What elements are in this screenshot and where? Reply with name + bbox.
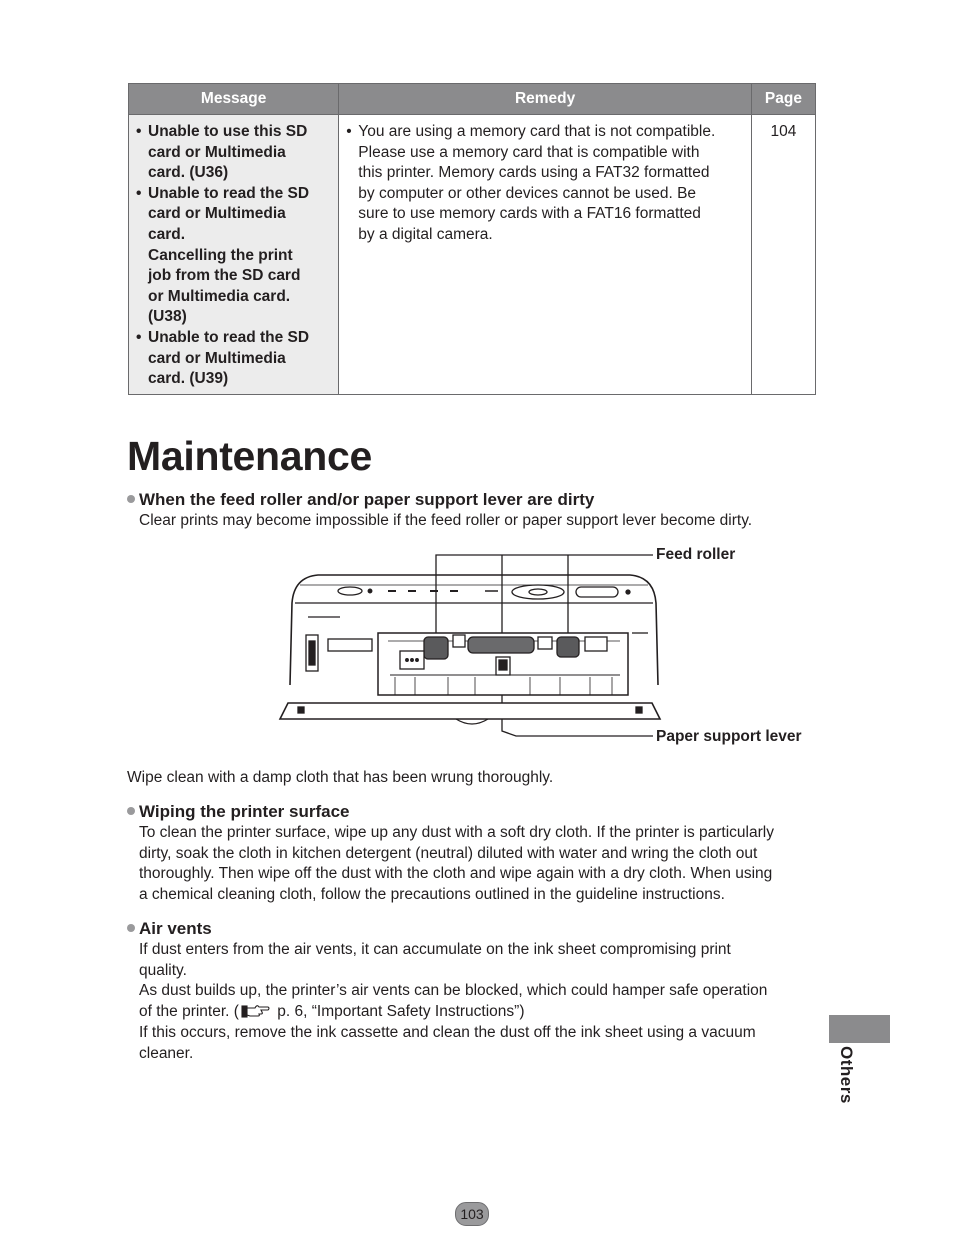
label-paper-support-lever: Paper support lever <box>656 728 802 745</box>
section-text-vents: If dust enters from the air vents, it can accumulate on the ink sheet compromising print quality. As dust builds up, the printer’s air vents can be blocked, which could hamper safe operation of the printer. ( p. 6, “Important Safety Instructions”) If this occurs, remove the ink cassette and clean the dust off the ink sheet using a vacuum cleaner. <box>139 941 768 1062</box>
feed-roller-left <box>424 637 448 659</box>
feed-roller-right <box>557 637 579 657</box>
side-tab-marker <box>829 1015 890 1043</box>
page-reference-cell: 104 <box>751 115 815 395</box>
header-remedy: Remedy <box>339 84 752 115</box>
feed-roller-center <box>468 637 534 653</box>
paper-tray <box>280 703 660 719</box>
section-heading-surface: Wiping the printer surface <box>127 802 349 822</box>
message-item-u38: • Unable to read the SD card or Multimedia card. Cancelling the print job from the SD card or Multimedia card. (U38) <box>136 184 332 328</box>
header-message: Message <box>129 84 339 115</box>
remedy-item: • You are using a memory card that is not compatible. Please use a memory card that is compatible with this printer. Memory cards using a FAT32 formatted by computer or other devices cannot be used. Be sure to use memory cards with a FAT16 formatted by a digital camera. <box>346 122 745 246</box>
table-row <box>129 115 816 395</box>
side-tab-label: Others <box>837 1046 856 1104</box>
page-number: 103 <box>455 1202 489 1226</box>
message-item-u39: • Unable to read the SD card or Multimedia card. (U39) <box>136 328 332 390</box>
bullet-dot-icon <box>127 807 135 815</box>
error-message-table <box>128 83 816 395</box>
section-heading-vents: Air vents <box>127 919 212 939</box>
section-heading-dirty: When the feed roller and/or paper support lever are dirty <box>127 490 594 510</box>
remedy-cell <box>339 115 752 395</box>
message-cell <box>129 115 339 395</box>
page-title: Maintenance <box>127 433 373 479</box>
message-item-u36: • Unable to use this SD card or Multimedia card. (U36) <box>136 122 332 184</box>
printer-illustration <box>270 545 830 745</box>
table-header-row <box>129 84 816 115</box>
header-page: Page <box>751 84 815 115</box>
section-text-surface: To clean the printer surface, wipe up any dust with a soft dry cloth. If the printer is particularly dirty, soak the cloth in kitchen detergent (neutral) diluted with water and wring the cloth out thoroughly. Then wipe off the dust with the cloth and wipe again with a dry cloth. When using a chemical cleaning cloth, follow the precautions outlined in the guideline instructions. <box>139 824 774 904</box>
pointing-hand-icon <box>241 1003 271 1019</box>
section-text-dirty: Clear prints may become impossible if the feed roller or paper support lever become dirty. <box>139 512 753 529</box>
wipe-note: Wipe clean with a damp cloth that has been wrung thoroughly. <box>127 769 554 786</box>
bullet-dot-icon <box>127 924 135 932</box>
bullet-dot-icon <box>127 495 135 503</box>
label-feed-roller: Feed roller <box>656 546 736 563</box>
